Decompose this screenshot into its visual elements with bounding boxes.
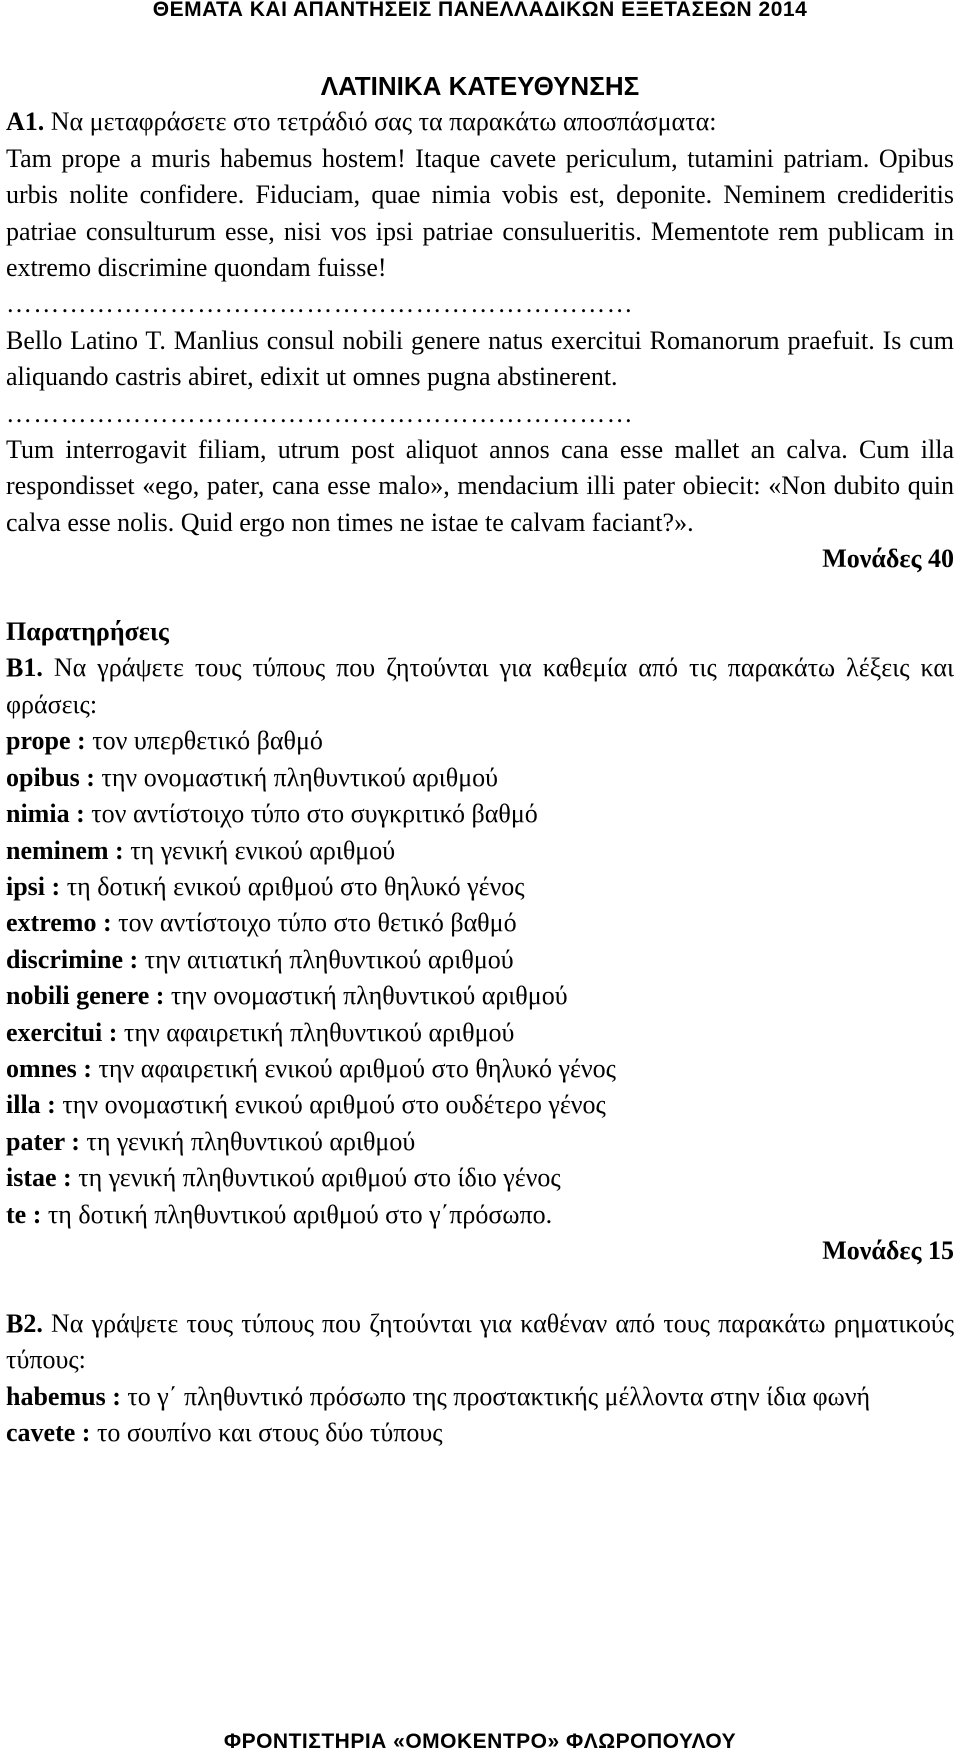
- term-description: τη γενική πληθυντικού αριθμού στο ίδιο γένος: [71, 1163, 561, 1193]
- term-label: discrimine :: [6, 944, 139, 974]
- b2-instruction: [6, 1306, 954, 1379]
- term-label: omnes :: [6, 1053, 92, 1083]
- b1-instruction: [6, 650, 954, 723]
- document-body: [6, 68, 954, 1451]
- b2-instruction-text: Να γράψετε τους τύπους που ζητούνται για καθέναν από τους παρακάτω ρηματικούς τύπους:: [6, 1308, 954, 1375]
- term-description: την αφαιρετική πληθυντικού αριθμού: [117, 1017, 515, 1047]
- list-item: [6, 942, 954, 978]
- term-label: ipsi :: [6, 871, 61, 901]
- list-item: [6, 905, 954, 941]
- ellipsis-separator-2: ……………………………………………………………: [6, 398, 634, 428]
- a1-label: Α1.: [6, 107, 45, 137]
- b1-instruction-text: Να γράψετε τους τύπους που ζητούνται για καθεμία από τις παρακάτω λέξεις και φράσεις:: [6, 653, 954, 719]
- list-item: [6, 1379, 954, 1415]
- spacer: [6, 1269, 954, 1305]
- a1-instruction-text: Να μεταφράσετε στο τετράδιό σας τα παρακάτω αποσπάσματα:: [44, 107, 717, 137]
- term-label: neminem :: [6, 835, 124, 865]
- list-item: [6, 1051, 954, 1087]
- list-item: [6, 1124, 954, 1160]
- list-item: [6, 1160, 954, 1196]
- term-description: τη γενική ενικού αριθμού: [123, 835, 396, 865]
- term-label: habemus :: [6, 1381, 121, 1411]
- latin-passage-3: Tum interrogavit filiam, utrum post aliquot annos cana esse mallet an calva. Cum illa respondisset «ego, pater, cana esse malo», mendacium illi pater obiecit: «Non dubito quin calva esse nolis. Quid ergo non times ne istae te calvam faciant?».: [6, 435, 954, 537]
- list-item: [6, 760, 954, 796]
- subject-title: ΛΑΤΙΝΙΚΑ ΚΑΤΕΥΘΥΝΣΗΣ: [320, 71, 640, 101]
- term-description: τη γενική πληθυντικού αριθμού: [79, 1126, 416, 1156]
- term-label: pater :: [6, 1126, 80, 1156]
- latin-passage-2: Bello Latino T. Manlius consul nobili genere natus exercitui Romanorum praefuit. Is cum aliquando castris abiret, edixit ut omnes pugna abstinerent.: [6, 325, 954, 392]
- a1-units: Μονάδες 40: [822, 544, 954, 574]
- term-description: τη δοτική πληθυντικού αριθμού στο γ΄πρόσωπο.: [41, 1199, 553, 1229]
- spacer: [6, 578, 954, 614]
- term-label: cavete :: [6, 1418, 91, 1447]
- term-label: nobili genere :: [6, 981, 165, 1011]
- notes-heading: Παρατηρήσεις: [6, 617, 169, 647]
- term-description: την ονομαστική ενικού αριθμού στο ουδέτερο γένος: [55, 1090, 606, 1120]
- b2-label: Β2.: [6, 1308, 43, 1338]
- term-description: τον υπερθετικό βαθμό: [85, 726, 323, 756]
- list-item: [6, 796, 954, 832]
- term-description: τον αντίστοιχο τύπο στο συγκριτικό βαθμό: [84, 799, 538, 829]
- list-item: [6, 869, 954, 905]
- term-label: prope :: [6, 726, 86, 756]
- latin-passage-1: Tam prope a muris habemus hostem! Itaque cavete periculum, tutamini patriam. Opibus urbis nolite confidere. Fiduciam, quae nimia vobis est, deponite. Neminem credideritis patriae consulturum esse, nisi vos ipsi patriae consulueritis. Mementote rem publicam in extremo discrimine quondam fuisse!: [6, 143, 954, 283]
- term-label: extremo :: [6, 908, 112, 938]
- term-label: istae :: [6, 1163, 72, 1193]
- term-description: τη δοτική ενικού αριθμού στο θηλυκό γένος: [60, 871, 525, 901]
- term-description: την ονομαστική πληθυντικού αριθμού: [164, 981, 568, 1011]
- list-item: [6, 833, 954, 869]
- b2-list: [6, 1379, 954, 1452]
- b1-label: Β1.: [6, 653, 43, 683]
- list-item: [6, 978, 954, 1014]
- list-item: [6, 1015, 954, 1051]
- list-item: [6, 1197, 954, 1233]
- term-description: την αφαιρετική ενικού αριθμού στο θηλυκό γένος: [91, 1053, 616, 1083]
- a1-instruction: [6, 104, 954, 140]
- term-label: exercitui :: [6, 1017, 118, 1047]
- term-label: illa :: [6, 1090, 56, 1120]
- list-item: [6, 1087, 954, 1123]
- b1-list: [6, 723, 954, 1233]
- term-description: το σουπίνο και στους δύο τύπους: [90, 1418, 443, 1447]
- term-description: την ονομαστική πληθυντικού αριθμού: [94, 762, 499, 792]
- term-label: nimia :: [6, 799, 85, 829]
- list-item: [6, 1415, 954, 1451]
- ellipsis-separator-1: ……………………………………………………………: [6, 289, 634, 319]
- page-header: ΘΕΜΑΤΑ ΚΑΙ ΑΠΑΝΤΗΣΕΙΣ ΠΑΝΕΛΛΑΔΙΚΩΝ ΕΞΕΤΑΣΕΩΝ 2014: [152, 0, 808, 21]
- term-description: την αιτιατική πληθυντικού αριθμού: [138, 944, 514, 974]
- term-description: τον αντίστοιχο τύπο στο θετικό βαθμό: [111, 908, 517, 938]
- term-description: το γ΄ πληθυντικό πρόσωπο της προστακτικής μέλλοντα στην ίδια φωνή: [120, 1381, 871, 1411]
- list-item: [6, 723, 954, 759]
- b1-units: Μονάδες 15: [822, 1235, 954, 1265]
- term-label: opibus :: [6, 762, 95, 792]
- term-label: te :: [6, 1199, 42, 1229]
- page-footer: ΦΡΟΝΤΙΣΤΗΡΙΑ «ΟΜΟΚΕΝΤΡΟ» ΦΛΩΡΟΠΟΥΛΟΥ: [223, 1730, 737, 1753]
